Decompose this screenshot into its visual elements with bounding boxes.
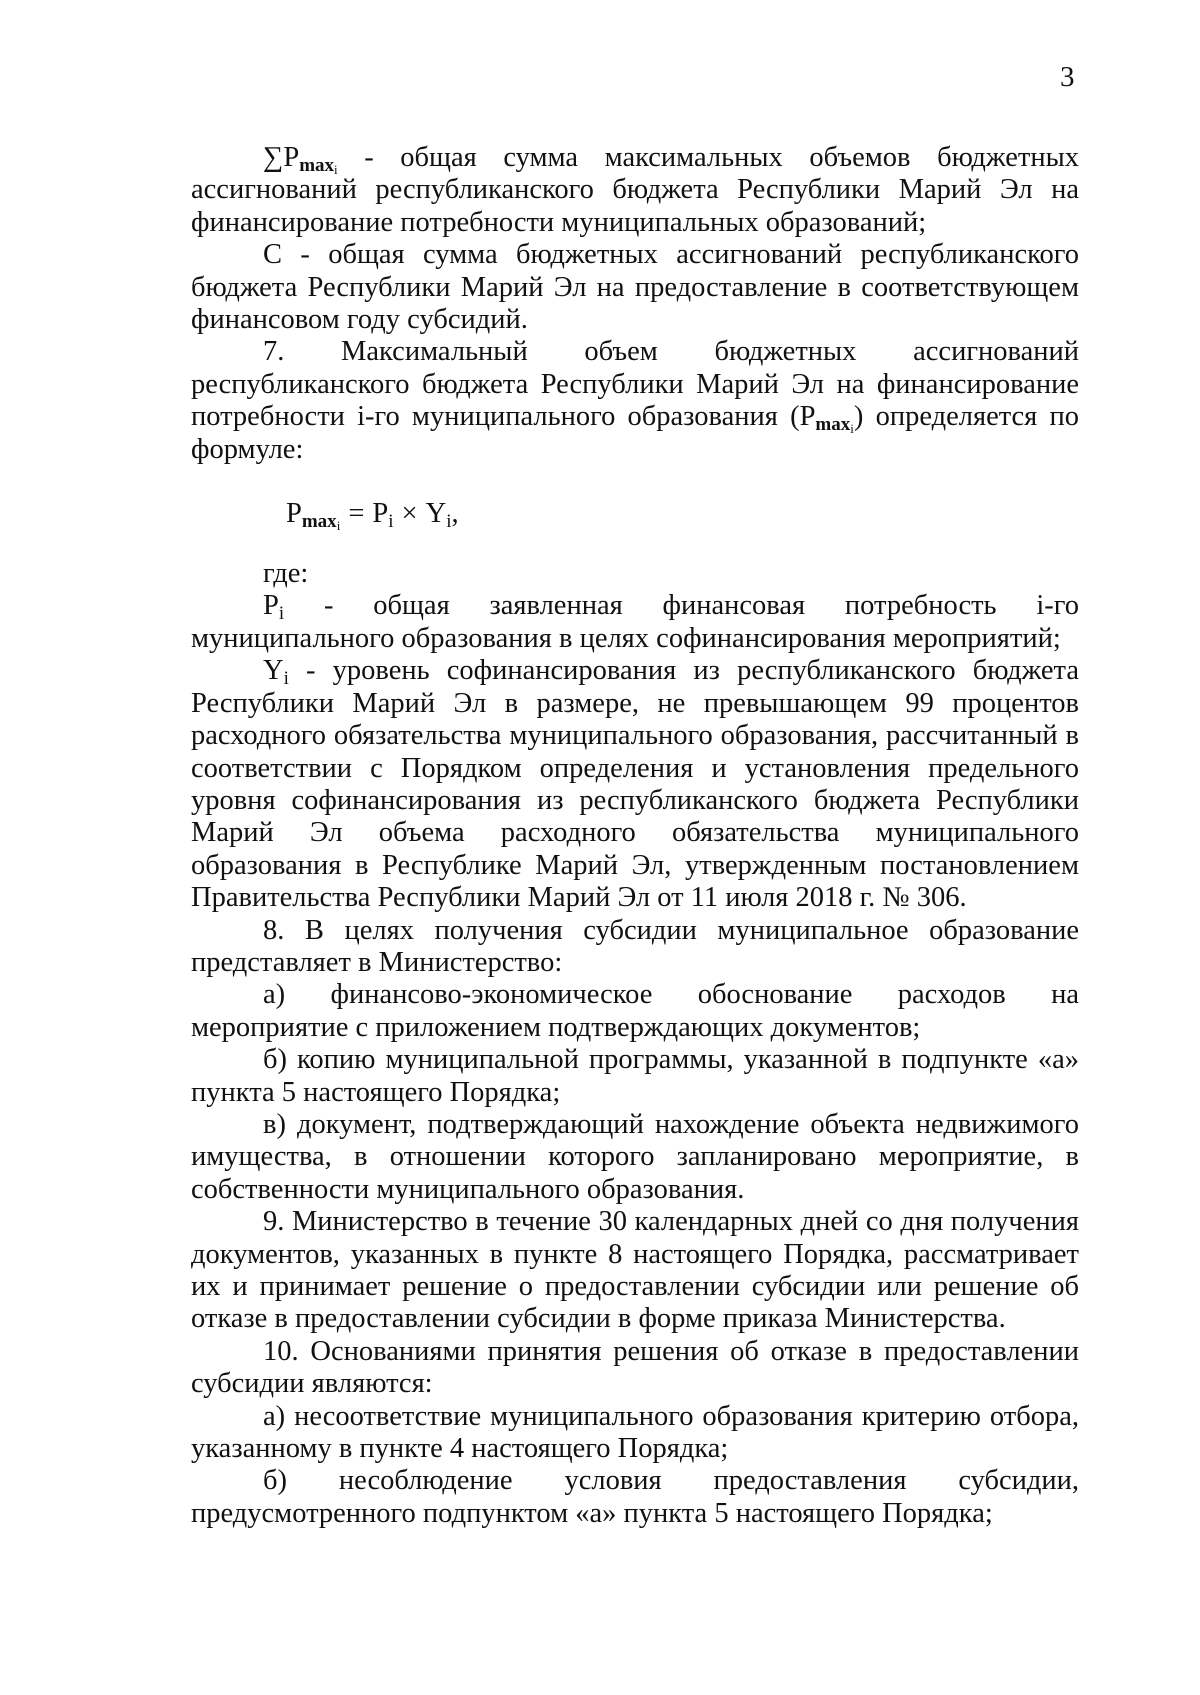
sum-pmax-symbol: $\sum P_{max_i}$ <box>263 142 338 177</box>
paragraph-9: 9. Министерство в течение 30 календарных дней со дня получения документов, указанных в пункте 8 настоящего Порядка, рассматривает их и принимает решение о предоставлении субсидии или решение об отказе в предоставлении субсидии в форме приказа Министерства. <box>191 1206 1079 1335</box>
pmax-i-symbol: $P_{max_i}$ <box>799 401 854 437</box>
paragraph-7: 7. Максимальный объем бюджетных ассигнований республиканского бюджета Республики Марий Эл на финансирование потребности i-го муниципального образования $(P_{max_i})$ определяется по формуле: <box>191 336 1079 465</box>
yi-symbol: $Y_i$ <box>263 655 289 690</box>
paragraph-sum-pmax: $\sum P_{max_i}$ - общая сумма максимальных объемов бюджетных ассигнований республиканского бюджета Республики Марий Эл на финансирование потребности муниципальных образований; <box>191 142 1079 238</box>
document-body <box>191 142 1079 1530</box>
paragraph-yi: $Y_i$ - уровень софинансирования из республиканского бюджета Республики Марий Эл в размере, не превышающем 99 процентов расходного обязательства муниципального образования, рассчитанный в соответствии с Порядком определения и установления предельного уровня софинансирования из республиканского бюджета Республики Марий Эл объема расходного обязательства муниципального образования в Республике Марий Эл, утвержденным постановлением Правительства Республики Марий Эл от 11 июля 2018 г. № 306. <box>191 655 1079 914</box>
paragraph-10a: а) несоответствие муниципального образования критерию отбора, указанному в пункте 4 настоящего Порядка; <box>191 1400 1079 1465</box>
paragraph-8c: в) документ, подтверждающий нахождение объекта недвижимого имущества, в отношении которого запланировано мероприятие, в собственности муниципального образования. <box>191 1108 1079 1205</box>
paragraph-8: 8. В целях получения субсидии муниципальное образование представляет в Министерство: <box>191 914 1079 978</box>
paragraph-8b: б) копию муниципальной программы, указанной в подпункте «а» пункта 5 настоящего Порядка; <box>191 1044 1079 1108</box>
paragraph-10b: б) несоблюдение условия предоставления субсидии, предусмотренного подпунктом «а» пункта 5 настоящего Порядка; <box>191 1465 1079 1529</box>
page-number: 3 <box>1060 61 1075 93</box>
paragraph-10: 10. Основаниями принятия решения об отказе в предоставлении субсидии являются: <box>191 1335 1079 1400</box>
paragraph-8a: а) финансово-экономическое обоснование расходов на мероприятие с приложением подтверждающих документов; <box>191 979 1079 1043</box>
c-symbol: C <box>263 239 283 271</box>
pi-symbol: $P_i$ <box>263 590 285 625</box>
paragraph-pi: $P_i$ - общая заявленная финансовая потребность i-го муниципального образования в целях софинансирования мероприятий; <box>191 590 1079 654</box>
where-label: где: <box>263 558 309 590</box>
formula: $P_{max_i} = P_i \times Y_i$, <box>286 498 459 534</box>
paragraph-c: C - общая сумма бюджетных ассигнований республиканского бюджета Республики Марий Эл на предоставление в соответствующем финансовом году субсидий. <box>191 239 1079 336</box>
